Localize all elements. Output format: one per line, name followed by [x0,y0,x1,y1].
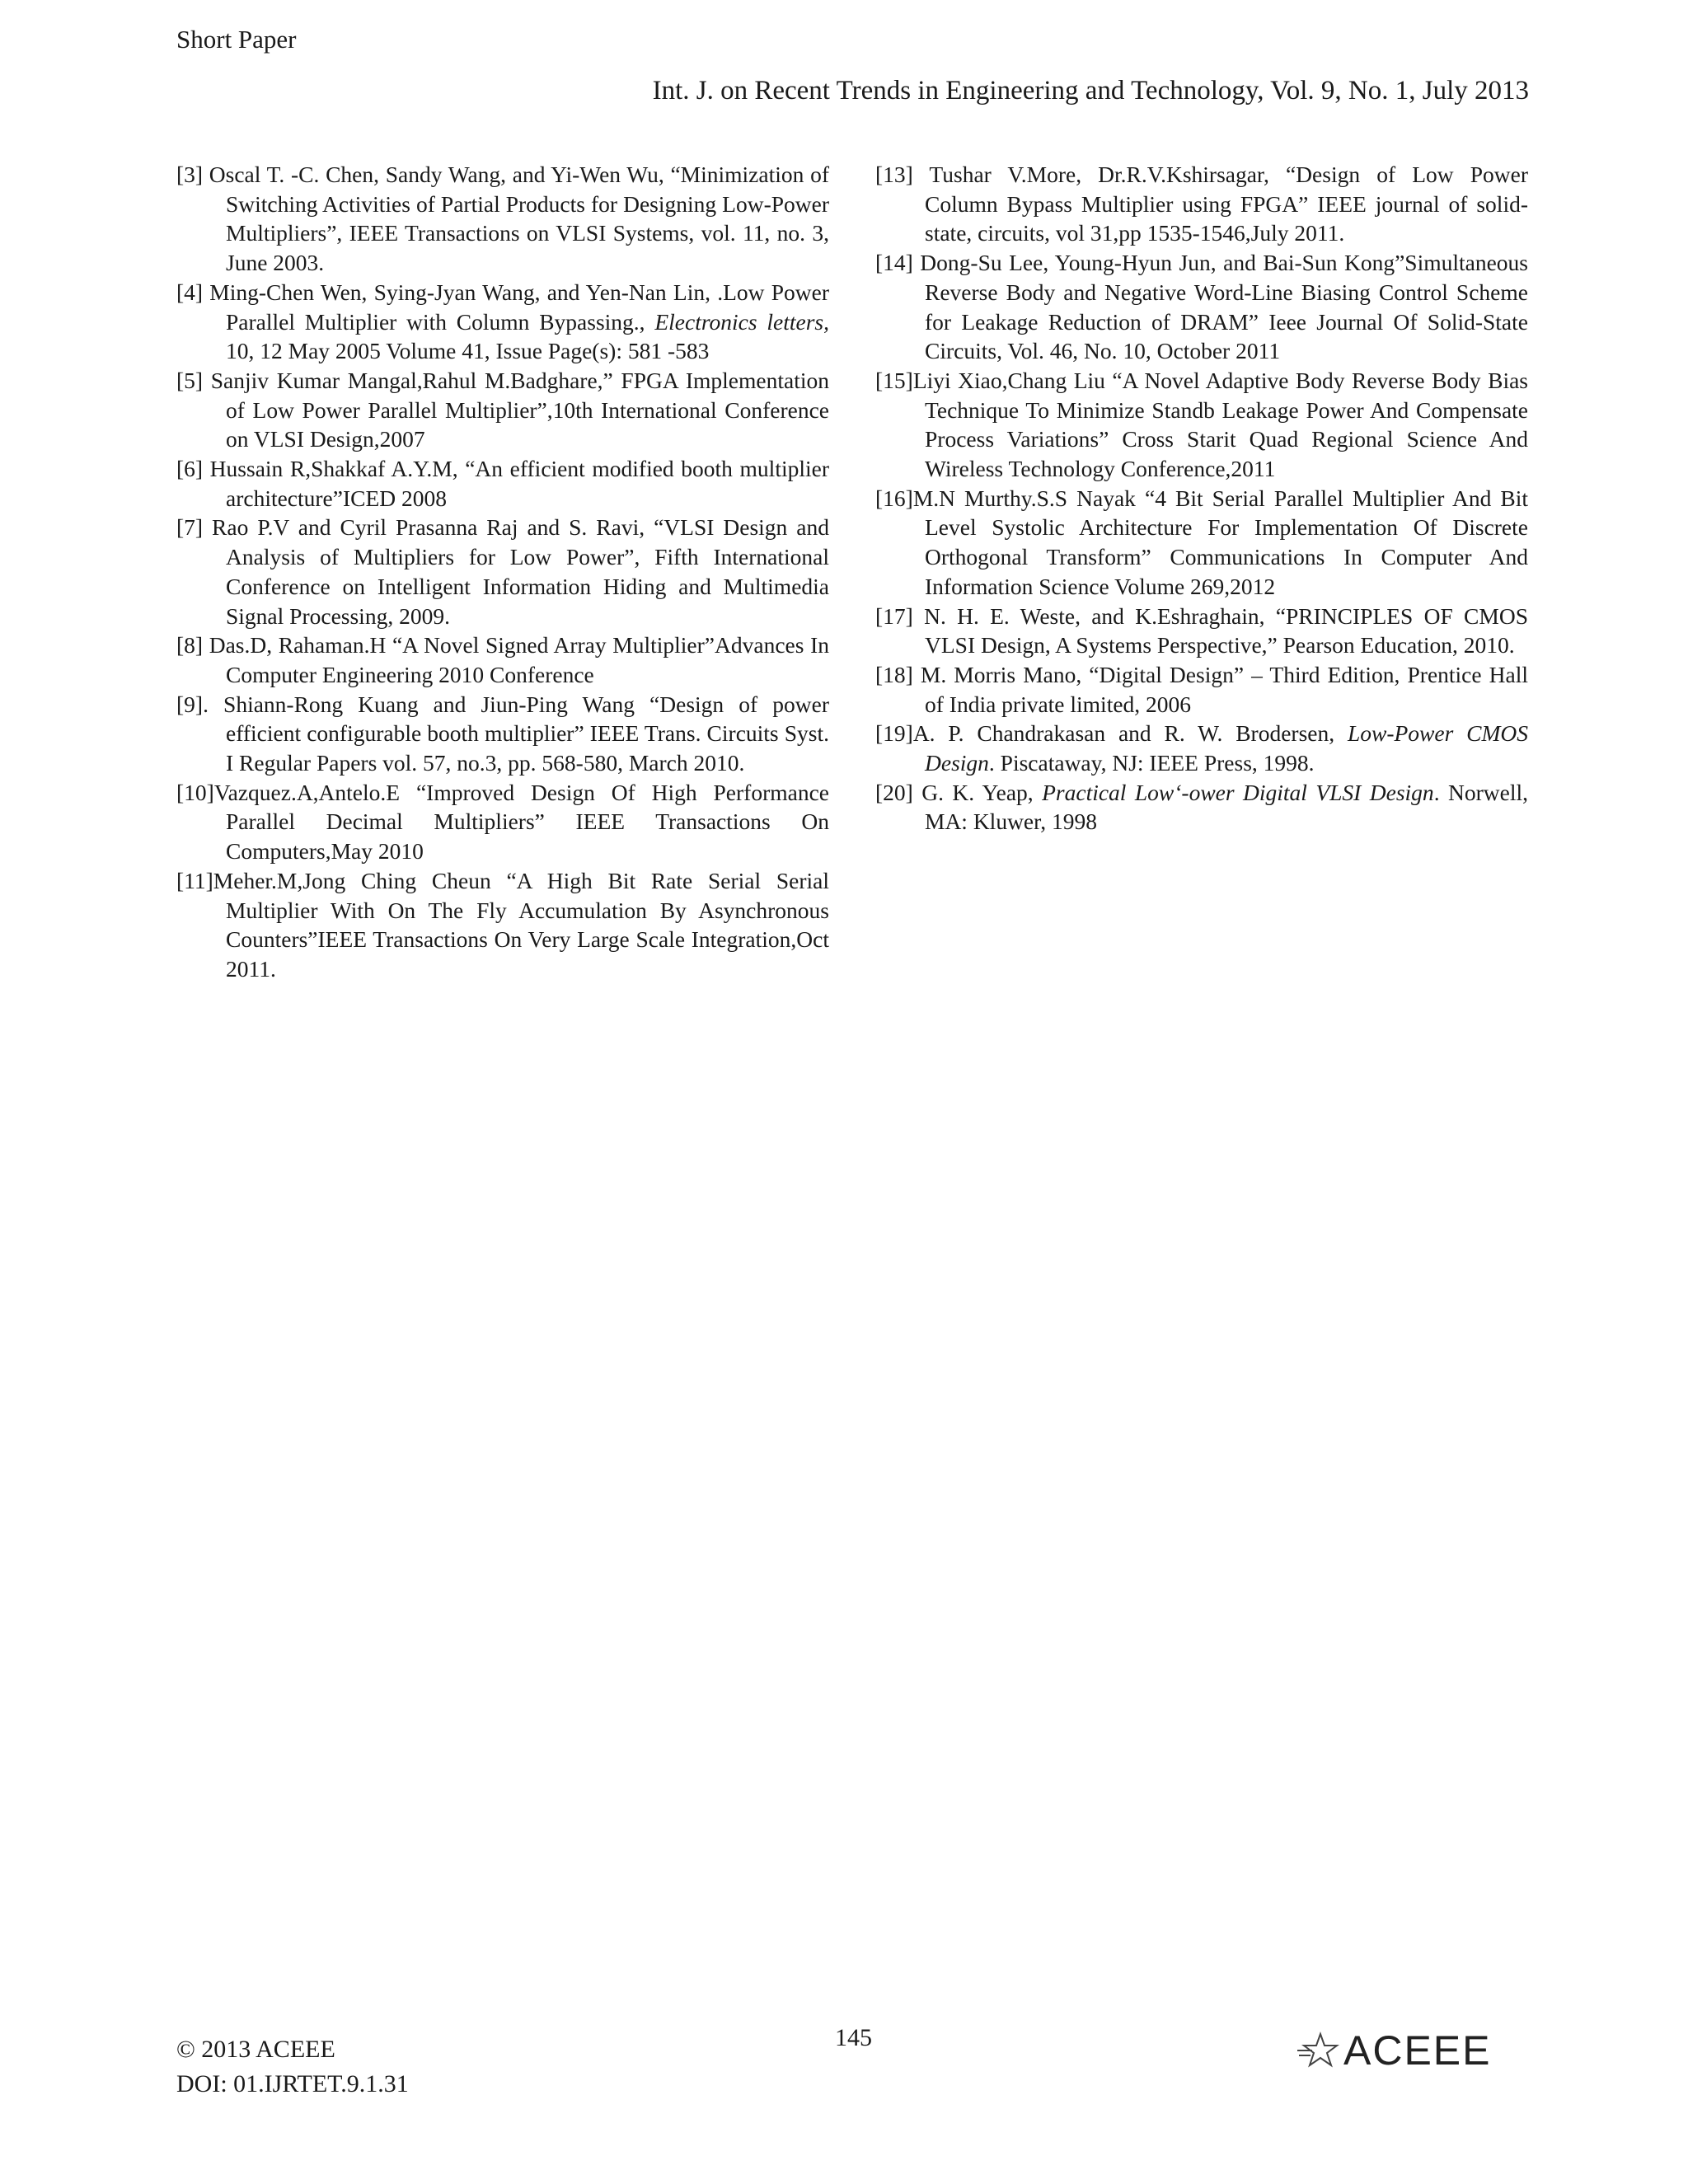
reference-19: [19]A. P. Chandrakasan and R. W. Brodersen, Low-Power CMOS Design. Piscataway, NJ: IEEE Press, 1998. [875,720,1529,776]
journal-citation-header: Int. J. on Recent Trends in Engineering and Technology, Vol. 9, No. 1, July 2013 [652,76,1529,105]
aceee-logo-text: ACEEE [1343,2027,1492,2074]
reference-15: [15]Liyi Xiao,Chang Liu “A Novel Adaptive Body Reverse Body Bias Technique To Minimize Standb Leakage Power And Compensate Process Variations” Cross Starit Quad Regional Science And Wireless Technology Conference,2011 [875,367,1528,482]
reference-3: [3] Oscal T. -C. Chen, Sandy Wang, and Yi-Wen Wu, “Minimization of Switching Activities of Partial Products for Designing Low-Power Multipliers”, IEEE Transactions on VLSI Systems, vol. 11, no. 3, June 2003. [176,162,829,276]
reference-11: [11]Meher.M,Jong Ching Cheun “A High Bit Rate Serial Serial Multiplier With On The Fly Accumulation By Asynchronous Counters”IEEE Transactions On Very Large Scale Integration,Oct 2011. [176,867,829,982]
page-number: 145 [835,2024,872,2051]
reference-7: [7] Rao P.V and Cyril Prasanna Raj and S. Ravi, “VLSI Design and Analysis of Multipliers for Low Power”, Fifth International Conference on Intelligent Information Hiding and Multimedia Signal Processing, 2009. [176,514,829,629]
reference-18: [18] M. Morris Mano, “Digital Design” – Third Edition, Prentice Hall of India private limited, 2006 [875,661,1528,717]
running-header-label: Short Paper [176,25,297,54]
reference-16: [16]M.N Murthy.S.S Nayak “4 Bit Serial Parallel Multiplier And Bit Level Systolic Architecture For Implementation Of Discrete Orthogonal Transform” Communications In Computer And Information Science Volume 269,2012 [875,485,1528,599]
aceee-logo [1296,2029,1526,2072]
reference-9: [9]. Shiann-Rong Kuang and Jiun-Ping Wang “Design of power efficient configurable booth multiplier” IEEE Trans. Circuits Syst. I Regular Papers vol. 57, no.3, pp. 568-580, March 2010. [176,691,829,776]
reference-14: [14] Dong-Su Lee, Young-Hyun Jun, and Bai-Sun Kong”Simultaneous Reverse Body and Negative Word-Line Biasing Control Scheme for Leakage Reduction of DRAM” Ieee Journal Of Solid-State Circuits, Vol. 46, No. 10, October 2011 [875,250,1528,364]
reference-6: [6] Hussain R,Shakkaf A.Y.M, “An efficient modified booth multiplier architecture”ICED 2008 [176,456,829,511]
footer-copyright: © 2013 ACEEE [176,2036,335,2063]
reference-10: [10]Vazquez.A,Antelo.E “Improved Design Of High Performance Parallel Decimal Multipliers” IEEE Transactions On Computers,May 2010 [176,779,829,865]
reference-13: [13] Tushar V.More, Dr.R.V.Kshirsagar, “Design of Low Power Column Bypass Multiplier using FPGA” IEEE journal of solid-state, circuits, vol 31,pp 1535-1546,July 2011. [875,162,1528,246]
references-left-column [176,160,829,984]
references-right-column [875,160,1528,837]
aceee-star-icon [1296,2029,1342,2072]
footer-doi: DOI: 01.IJRTET.9.1.31 [176,2070,409,2097]
reference-4: [4] Ming-Chen Wen, Sying-Jyan Wang, and Yen-Nan Lin, .Low Power Parallel Multiplier with Column Bypassing., Electronics letters, 10, 12 May 2005 Volume 41, Issue Page(s): 581 -583 [176,279,829,364]
reference-17: [17] N. H. E. Weste, and K.Eshraghain, “PRINCIPLES OF CMOS VLSI Design, A Systems Perspective,” Pearson Education, 2010. [875,602,1528,658]
reference-8: [8] Das.D, Rahaman.H “A Novel Signed Array Multiplier”Advances In Computer Engineering 2010 Conference [176,632,829,687]
reference-20: [20] G. K. Yeap, Practical Low‘-ower Digital VLSI Design. Norwell, MA: Kluwer, 1998 [875,779,1528,835]
reference-5: [5] Sanjiv Kumar Mangal,Rahul M.Badghare,” FPGA Implementation of Low Power Parallel Multiplier”,10th International Conference on VLSI Design,2007 [176,367,829,452]
